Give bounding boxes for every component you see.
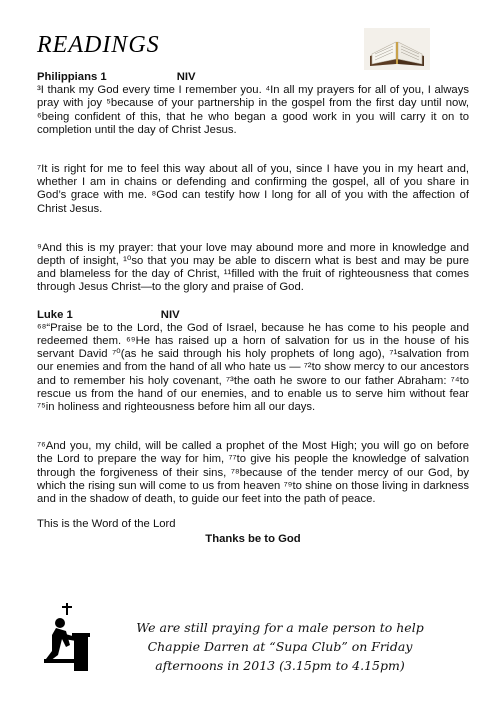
closing-line: This is the Word of the Lord <box>37 518 176 531</box>
reading1-paragraph: ⁹And this is my prayer: that your love may abound more and more in knowledge and depth of insight, ¹⁰so that you may be able to discern what is best and may be pure and blameless for the day of Christ, ¹¹filled with the fruit of righteousness that comes through Jesus Christ—to the glory and praise of God. <box>37 241 469 294</box>
readings-body <box>37 71 469 547</box>
response-line: Thanks be to God <box>205 533 301 546</box>
reading1-book: Philippians 1 <box>37 71 107 83</box>
reading2-paragraph: ⁷⁶And you, my child, will be called a prophet of the Most High; you will go on before the Lord to prepare the way for him, ⁷⁷to give his people the knowledge of salvation through the forgiveness of their sins, ⁷⁸because of the tender mercy of our God, by which the rising sun will come to us from heaven ⁷⁹to shine on those living in darkness and in the shadow of death, to guide our feet into the path of peace. <box>37 440 469 506</box>
reading1-paragraph: ⁷It is right for me to feel this way about all of you, since I have you in my heart and, whether I am in chains or defending and confirming the gospel, all of you share in God’s grace with me. ⁸God can testify how I long for all of you with the affection of Christ Jesus. <box>37 163 469 215</box>
reading1-paragraph: ³I thank my God every time I remember you. ⁴In all my prayers for all of you, I always pray with joy ⁵because of your partnership in the gospel from the first day until now, ⁶being confident of this, that he who began a good work in you will carry it on to completion until the day of Christ Jesus. <box>37 84 469 136</box>
prayer-line: Chappie Darren at “Supa Club” on Friday <box>147 639 413 654</box>
reading2-heading <box>37 309 469 322</box>
page-title: READINGS <box>37 32 160 58</box>
prayer-line: We are still praying for a male person to help <box>136 620 424 635</box>
open-bible-icon <box>362 26 432 72</box>
reading1-version: NIV <box>176 71 196 83</box>
reading2-paragraph: ⁶⁸“Praise be to the Lord, the God of Israel, because he has come to his people and redeemed them. ⁶⁹He has raised up a horn of salvation for us in the house of his servant David ⁷⁰(as he said through his holy prophets of long ago), ⁷¹salvation from our enemies and from the hand of all who hate us — ⁷²to show mercy to our ancestors and to remember his holy covenant, ⁷³the oath he swore to our father Abraham: ⁷⁴to rescue us from the hand of our enemies, and to enable us to serve him without fear ⁷⁵in holiness and righteousness before him all our days. <box>37 321 469 414</box>
reading1-heading <box>37 71 469 84</box>
reading2-book: Luke 1 <box>37 308 73 321</box>
praying-figure-icon <box>36 595 116 675</box>
prayer-request <box>110 618 450 675</box>
prayer-line: afternoons in 2013 (3.15pm to 4.15pm) <box>155 658 405 673</box>
reading2-version: NIV <box>160 308 180 321</box>
